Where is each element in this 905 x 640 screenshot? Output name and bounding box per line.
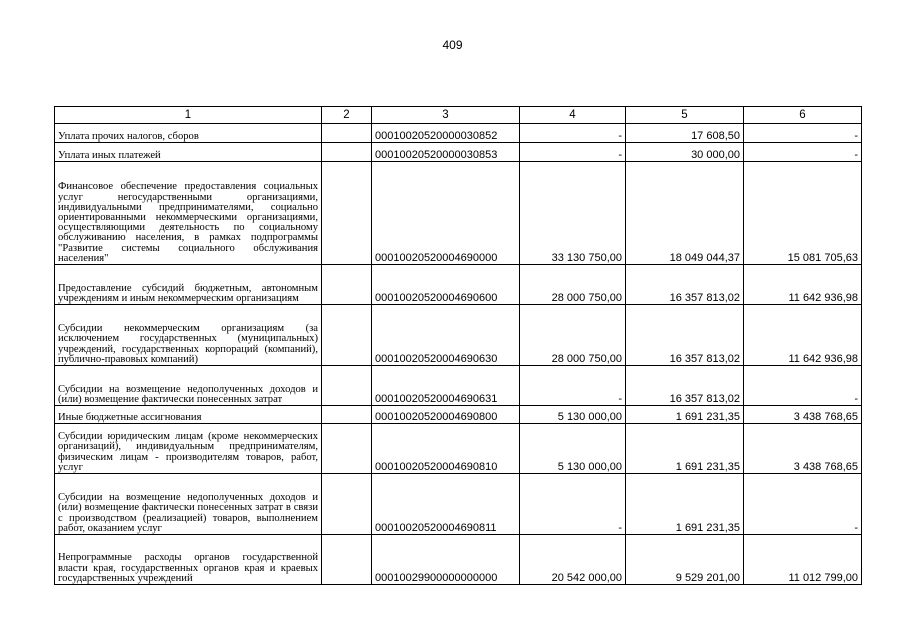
row-col4: 28 000 750,00 <box>520 265 626 305</box>
row-col2 <box>322 535 372 585</box>
row-name: Субсидии на возмещение недополученных доходов и (или) возмещение фактически понесенных затрат <box>55 366 322 406</box>
row-col6: 15 081 705,63 <box>744 162 862 265</box>
row-col5: 16 357 813,02 <box>626 366 744 406</box>
row-col5: 30 000,00 <box>626 143 744 162</box>
row-name: Финансовое обеспечение предоставления социальных услуг негосударственными организациями, индивидуальными предпринимателями, социально ориентированными некоммерческими организациями, осуществляющими деятельность по социальному обслуживанию населения, в рамках подпрограммы "Развитие системы социального обслуживания населения" <box>55 162 322 265</box>
row-code: 00010020520004690810 <box>372 424 520 474</box>
row-code: 00010029900000000000 <box>372 535 520 585</box>
row-code: 00010020520004690811 <box>372 474 520 535</box>
column-header: 5 <box>626 107 744 124</box>
row-code: 00010020520000030853 <box>372 143 520 162</box>
row-code: 00010020520004690600 <box>372 265 520 305</box>
row-col5: 16 357 813,02 <box>626 265 744 305</box>
row-col2 <box>322 406 372 424</box>
row-col6: - <box>744 143 862 162</box>
table-row <box>55 305 862 366</box>
row-col2 <box>322 424 372 474</box>
row-name: Уплата иных платежей <box>55 143 322 162</box>
table-row <box>55 366 862 406</box>
row-col4: 5 130 000,00 <box>520 424 626 474</box>
column-header: 3 <box>372 107 520 124</box>
row-code: 00010020520004690630 <box>372 305 520 366</box>
table-row <box>55 143 862 162</box>
row-name: Субсидии некоммерческим организациям (за исключением государственных (муниципальных) учреждений, государственных корпораций (компаний), публично-правовых компаний) <box>55 305 322 366</box>
row-col4: 20 542 000,00 <box>520 535 626 585</box>
row-code: 00010020520000030852 <box>372 124 520 143</box>
row-code: 00010020520004690800 <box>372 406 520 424</box>
page-number: 409 <box>442 38 463 52</box>
row-col6: 3 438 768,65 <box>744 406 862 424</box>
row-col2 <box>322 124 372 143</box>
row-col4: - <box>520 474 626 535</box>
row-name: Уплата прочих налогов, сборов <box>55 124 322 143</box>
row-col2 <box>322 474 372 535</box>
row-name: Субсидии юридическим лицам (кроме некоммерческих организаций), индивидуальным предпринимателям, физическим лицам - производителям товаров, работ, услуг <box>55 424 322 474</box>
row-col5: 18 049 044,37 <box>626 162 744 265</box>
row-name: Иные бюджетные ассигнования <box>55 406 322 424</box>
row-col4: 33 130 750,00 <box>520 162 626 265</box>
row-code: 00010020520004690000 <box>372 162 520 265</box>
row-name: Предоставление субсидий бюджетным, автономным учреждениям и иным некоммерческим организациям <box>55 265 322 305</box>
row-col4: - <box>520 143 626 162</box>
row-col2 <box>322 305 372 366</box>
column-header: 6 <box>744 107 862 124</box>
column-header: 4 <box>520 107 626 124</box>
row-col4: - <box>520 124 626 143</box>
row-col2 <box>322 366 372 406</box>
row-col6: 11 642 936,98 <box>744 305 862 366</box>
table-row <box>55 474 862 535</box>
row-col5: 16 357 813,02 <box>626 305 744 366</box>
table-row <box>55 265 862 305</box>
table-row <box>55 406 862 424</box>
row-name: Субсидии на возмещение недополученных доходов и (или) возмещение фактически понесенных затрат в связи с производством (реализацией) товаров, выполнением работ, оказанием услуг <box>55 474 322 535</box>
row-col4: - <box>520 366 626 406</box>
row-col6: - <box>744 366 862 406</box>
table-row <box>55 124 862 143</box>
header-row <box>55 107 862 124</box>
row-col6: 11 012 799,00 <box>744 535 862 585</box>
row-name: Непрограммные расходы органов государственной власти края, государственных органов края и краевых государственных учреждений <box>55 535 322 585</box>
row-col6: - <box>744 474 862 535</box>
row-col2 <box>322 162 372 265</box>
row-col5: 1 691 231,35 <box>626 474 744 535</box>
column-header: 1 <box>55 107 322 124</box>
row-col5: 17 608,50 <box>626 124 744 143</box>
row-code: 00010020520004690631 <box>372 366 520 406</box>
row-col4: 5 130 000,00 <box>520 406 626 424</box>
row-col5: 9 529 201,00 <box>626 535 744 585</box>
row-col6: - <box>744 124 862 143</box>
table-row <box>55 162 862 265</box>
table-row <box>55 535 862 585</box>
table-row <box>55 424 862 474</box>
row-col6: 3 438 768,65 <box>744 424 862 474</box>
row-col2 <box>322 265 372 305</box>
column-header: 2 <box>322 107 372 124</box>
row-col4: 28 000 750,00 <box>520 305 626 366</box>
row-col5: 1 691 231,35 <box>626 424 744 474</box>
row-col5: 1 691 231,35 <box>626 406 744 424</box>
budget-table <box>54 106 862 585</box>
row-col2 <box>322 143 372 162</box>
row-col6: 11 642 936,98 <box>744 265 862 305</box>
